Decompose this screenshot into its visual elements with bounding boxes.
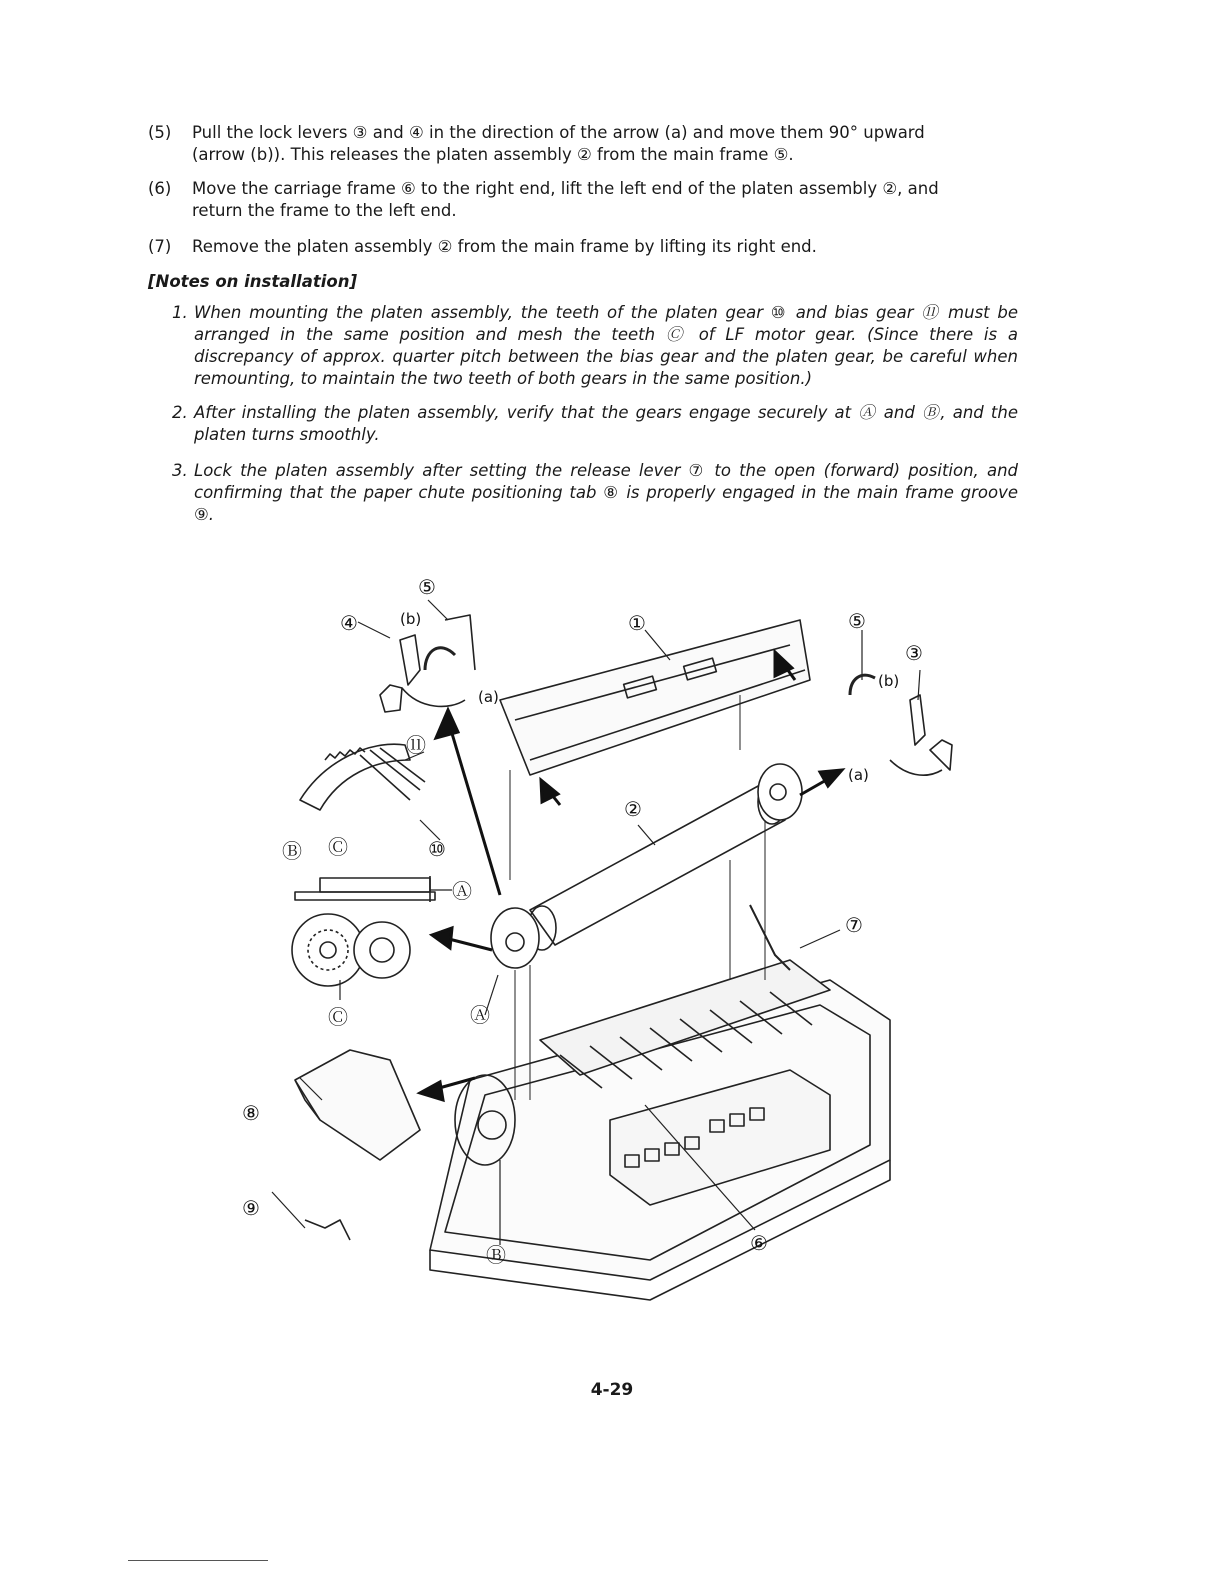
- callout-4: ④: [340, 611, 358, 635]
- notes-heading: [Notes on installation]: [148, 272, 358, 291]
- callout-b-gear: Ⓑ: [282, 839, 302, 863]
- step-line: return the frame to the left end.: [192, 201, 457, 220]
- callout-a-left: (a): [478, 688, 499, 706]
- left-lock-lever-detail: [380, 615, 475, 712]
- top-cover: [500, 620, 810, 775]
- release-lever: [750, 905, 790, 970]
- step-number: (7): [148, 237, 172, 256]
- callout-7: ⑦: [845, 913, 863, 937]
- gear-mesh-front-view: [292, 914, 410, 986]
- platen-assembly-figure: [230, 560, 923, 1290]
- callout-c-gear: Ⓒ: [328, 835, 348, 859]
- callout-10: ⑩: [428, 837, 446, 861]
- note-1: [172, 302, 1018, 390]
- step-7: [148, 236, 1018, 258]
- callout-8: ⑧: [242, 1101, 260, 1125]
- callout-b-right: (b): [878, 672, 900, 690]
- paper-chute-detail: [295, 1050, 420, 1240]
- platen-roller: [491, 764, 802, 968]
- callout-9: ⑨: [242, 1196, 260, 1220]
- callout-c-mesh: Ⓒ: [328, 1005, 348, 1029]
- note-number: 2.: [172, 403, 188, 422]
- note-number: 1.: [172, 303, 188, 322]
- note-text: After installing the platen assembly, verify that the gears engage securely at Ⓐ and Ⓑ, and the platen turns smoothly.: [194, 403, 1018, 444]
- step-line: Remove the platen assembly ② from the main frame by lifting its right end.: [192, 237, 817, 256]
- callout-6: ⑥: [750, 1231, 768, 1255]
- page-number: 4-29: [590, 1380, 634, 1400]
- step-line: Move the carriage frame ⑥ to the right end, lift the left end of the platen assembly ②, and: [192, 179, 939, 198]
- note-text: Lock the platen assembly after setting the release lever ⑦ to the open (forward) position, and confirming that the paper chute positioning tab ⑧ is properly engaged in the main frame groove ⑨.: [194, 461, 1018, 524]
- step-line: Pull the lock levers ③ and ④ in the direction of the arrow (a) and move them 90° upward: [192, 123, 925, 142]
- gear-mesh-side-view: [295, 876, 435, 902]
- right-lock-lever-detail: [850, 675, 952, 775]
- callout-11: ⑪: [406, 733, 426, 757]
- footer-rule: [128, 1560, 268, 1561]
- callout-2: ②: [624, 797, 642, 821]
- step-line: (arrow (b)). This releases the platen assembly ② from the main frame ⑤.: [192, 145, 794, 164]
- callout-a-gear: Ⓐ: [452, 879, 472, 903]
- note-number: 3.: [172, 461, 188, 480]
- callout-3: ③: [905, 641, 923, 665]
- callout-5-right: ⑤: [848, 609, 866, 633]
- note-3: [172, 460, 1018, 526]
- callout-b-left: (b): [400, 610, 422, 628]
- step-number: (5): [148, 123, 172, 142]
- callout-1: ①: [628, 611, 646, 635]
- note-text: When mounting the platen assembly, the teeth of the platen gear ⑩ and bias gear ⑪ must be arranged in the same position and mesh the teeth Ⓒ of LF motor gear. (Since there is a discrepancy of approx. quarter pitch between the bias gear and the platen gear, be careful when remounting, to maintain the two teeth of both gears in the same position.): [194, 303, 1018, 388]
- note-2: [172, 402, 1018, 446]
- step-6: [148, 178, 1018, 222]
- callout-5-left: ⑤: [418, 575, 436, 599]
- step-5: [148, 122, 1018, 166]
- callout-a-right: (a): [848, 766, 869, 784]
- callout-b-frame: Ⓑ: [486, 1243, 506, 1267]
- callout-a-platen: Ⓐ: [470, 1003, 490, 1027]
- step-number: (6): [148, 179, 172, 198]
